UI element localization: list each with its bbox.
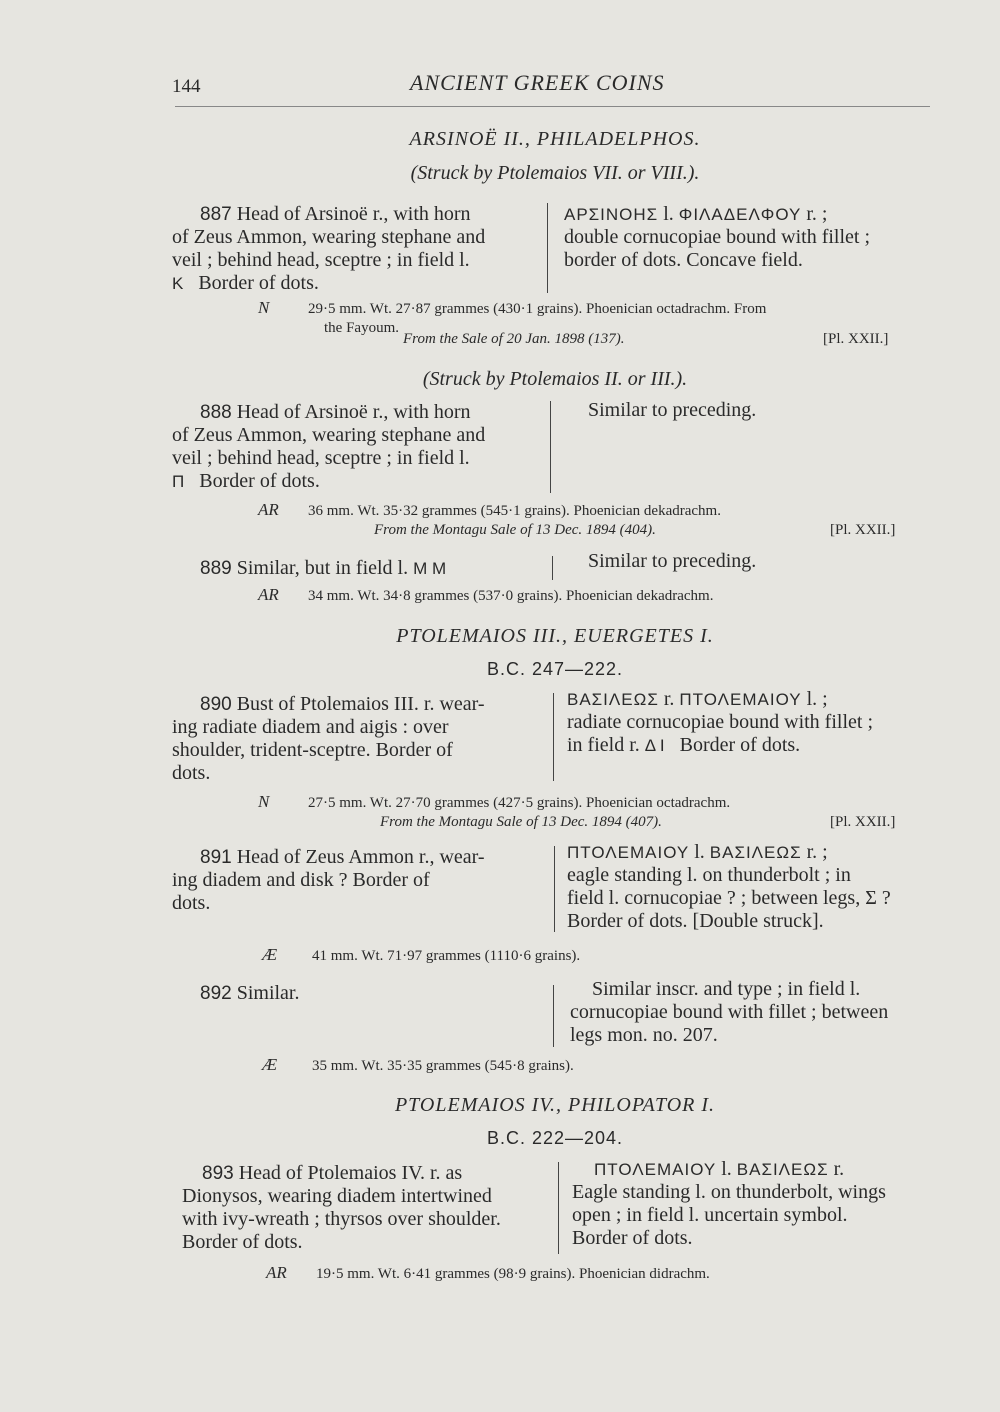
reverse-description: Similar to preceding. [588, 550, 757, 572]
obverse-description: 891 Head of Zeus Ammon r., wear- ing diadem and disk ? Border of dots. [172, 846, 485, 914]
metal-symbol: Æ [262, 945, 278, 964]
coin-metadata: AR 36 mm. Wt. 35·32 grammes (545·1 grains). Phoenician dekadrachm. From the Montagu Sale of 13 Dec. 1894 (404). [Pl. XXII.] [258, 500, 896, 538]
header-rule [175, 106, 930, 107]
section-title-ptolemaios-iv: PTOLEMAIOS IV., PHILOPATOR I. [394, 1094, 716, 1116]
obverse-description: 892 Similar. [200, 982, 300, 1004]
greek-inscription: ΠΤΟΛΕΜΑΙΟΥ [567, 843, 690, 862]
entry-number: 888 [200, 402, 232, 423]
reverse-description: ΠΤΟΛΕΜΑΙΟΥ l. ΒΑΣΙΛΕΩΣ r. Eagle standing l. on thunderbolt, wings open ; in field l. uncertain symbol. Border of dots. [572, 1158, 886, 1249]
section-subtitle-ptolemaios-vii: (Struck by Ptolemaios VII. or VIII.). [410, 162, 700, 184]
section-title-ptolemaios-iii: PTOLEMAIOS III., EUERGETES I. [396, 625, 714, 647]
column-divider [554, 846, 555, 932]
entry-number: 891 [200, 847, 232, 868]
plate-reference: [Pl. XXII.] [830, 814, 896, 830]
greek-inscription: ΠΤΟΛΕΜΑΙΟΥ [679, 690, 802, 709]
column-divider [547, 203, 548, 293]
section-dates: B.C. 222—204. [486, 1128, 624, 1148]
greek-inscription: ΦΙΛΑΔΕΛΦΟΥ [678, 205, 802, 224]
column-divider [550, 401, 551, 493]
greek-inscription: ΑΡΣΙΝΟΗΣ [564, 205, 659, 224]
metal-symbol: N [258, 298, 270, 317]
entry-number: 887 [200, 204, 232, 225]
metal-symbol: AR [258, 500, 279, 519]
section-subtitle-ptolemaios-ii: (Struck by Ptolemaios II. or III.). [422, 368, 688, 390]
running-header [172, 70, 932, 106]
column-divider [553, 985, 554, 1047]
provenance: From the Sale of 20 Jan. 1898 (137). [403, 331, 625, 347]
greek-inscription: ΒΑΣΙΛΕΩΣ [567, 690, 659, 709]
field-mark: M M [413, 559, 447, 578]
obverse-description: 890 Bust of Ptolemaios III. r. wear- ing radiate diadem and aigis : over shoulder, trident-sceptre. Border of dots. [172, 693, 485, 784]
field-mark: Π [172, 472, 185, 491]
reverse-description: ΒΑΣΙΛΕΩΣ r. ΠΤΟΛΕΜΑΙΟΥ l. ; radiate cornucopiae bound with fillet ; in field r. Δ Ι Border of dots. [567, 688, 874, 756]
greek-inscription: ΒΑΣΙΛΕΩΣ [736, 1160, 829, 1179]
metal-symbol: AR [266, 1263, 287, 1282]
section-dates: B.C. 247—222. [486, 659, 624, 679]
entry-number: 889 [200, 558, 232, 579]
coin-metadata: AR 19·5 mm. Wt. 6·41 grammes (98·9 grains). Phoenician didrachm. [266, 1263, 710, 1282]
entry-number: 893 [202, 1163, 234, 1184]
field-mark: K [172, 274, 184, 293]
reverse-description: Similar to preceding. [588, 399, 757, 421]
metal-symbol: Æ [262, 1055, 278, 1074]
entry-number: 892 [200, 983, 232, 1004]
plate-reference: [Pl. XXII.] [823, 331, 889, 347]
section-title-arsinoe: ARSINOË II., PHILADELPHOS. [409, 128, 701, 150]
metal-symbol: AR [258, 585, 279, 604]
greek-inscription: ΒΑΣΙΛΕΩΣ [709, 843, 802, 862]
column-divider [552, 556, 553, 580]
provenance: From the Montagu Sale of 13 Dec. 1894 (407). [380, 814, 662, 830]
obverse-description: 893 Head of Ptolemaios IV. r. as Dionysos, wearing diadem intertwined with ivy-wreath ; thyrsos over shoulder. Border of dots. [182, 1162, 501, 1253]
running-title: ANCIENT GREEK COINS [410, 70, 665, 95]
coin-metadata: Æ 41 mm. Wt. 71·97 grammes (1110·6 grains). [262, 945, 581, 964]
reverse-description: Similar inscr. and type ; in field l. cornucopiae bound with fillet ; between legs mon. no. 207. [570, 978, 889, 1046]
reverse-description: ΠΤΟΛΕΜΑΙΟΥ l. ΒΑΣΙΛΕΩΣ r. ; eagle standing l. on thunderbolt ; in field l. cornucopiae ? ; between legs, Σ ? Border of dots. [Double struck]. [567, 841, 891, 932]
provenance: From the Montagu Sale of 13 Dec. 1894 (404). [374, 522, 656, 538]
coin-metadata: AR 34 mm. Wt. 34·8 grammes (537·0 grains). Phoenician dekadrachm. [258, 585, 714, 604]
entry-number: 890 [200, 694, 232, 715]
column-divider [553, 693, 554, 781]
coin-metadata: N 27·5 mm. Wt. 27·70 grammes (427·5 grains). Phoenician octadrachm. From the Montagu Sale of 13 Dec. 1894 (407). [Pl. XXII.] [258, 792, 896, 830]
coin-metadata: N 29·5 mm. Wt. 27·87 grammes (430·1 grains). Phoenician octadrachm. From the Fayoum. From the Sale of 20 Jan. 1898 (137). [Pl. XXII.] [258, 298, 889, 347]
field-mark: Δ Ι [644, 736, 665, 755]
plate-reference: [Pl. XXII.] [830, 522, 896, 538]
page-number: 144 [172, 76, 201, 97]
column-divider [558, 1162, 559, 1254]
obverse-description: 887 Head of Arsinoë r., with horn of Zeus Ammon, wearing stephane and veil ; behind head, sceptre ; in field l. K Border of dots. [172, 203, 486, 294]
metal-symbol: N [258, 792, 270, 811]
greek-inscription: ΠΤΟΛΕΜΑΙΟΥ [594, 1160, 717, 1179]
reverse-description: ΑΡΣΙΝΟΗΣ l. ΦΙΛΑΔΕΛΦΟΥ r. ; double cornucopiae bound with fillet ; border of dots. Concave field. [564, 203, 871, 271]
obverse-description: 889 Similar, but in field l. M M [200, 557, 447, 579]
coin-metadata: Æ 35 mm. Wt. 35·35 grammes (545·8 grains). [262, 1055, 574, 1074]
obverse-description: 888 Head of Arsinoë r., with horn of Zeus Ammon, wearing stephane and veil ; behind head, sceptre ; in field l. Π Border of dots. [172, 401, 486, 492]
